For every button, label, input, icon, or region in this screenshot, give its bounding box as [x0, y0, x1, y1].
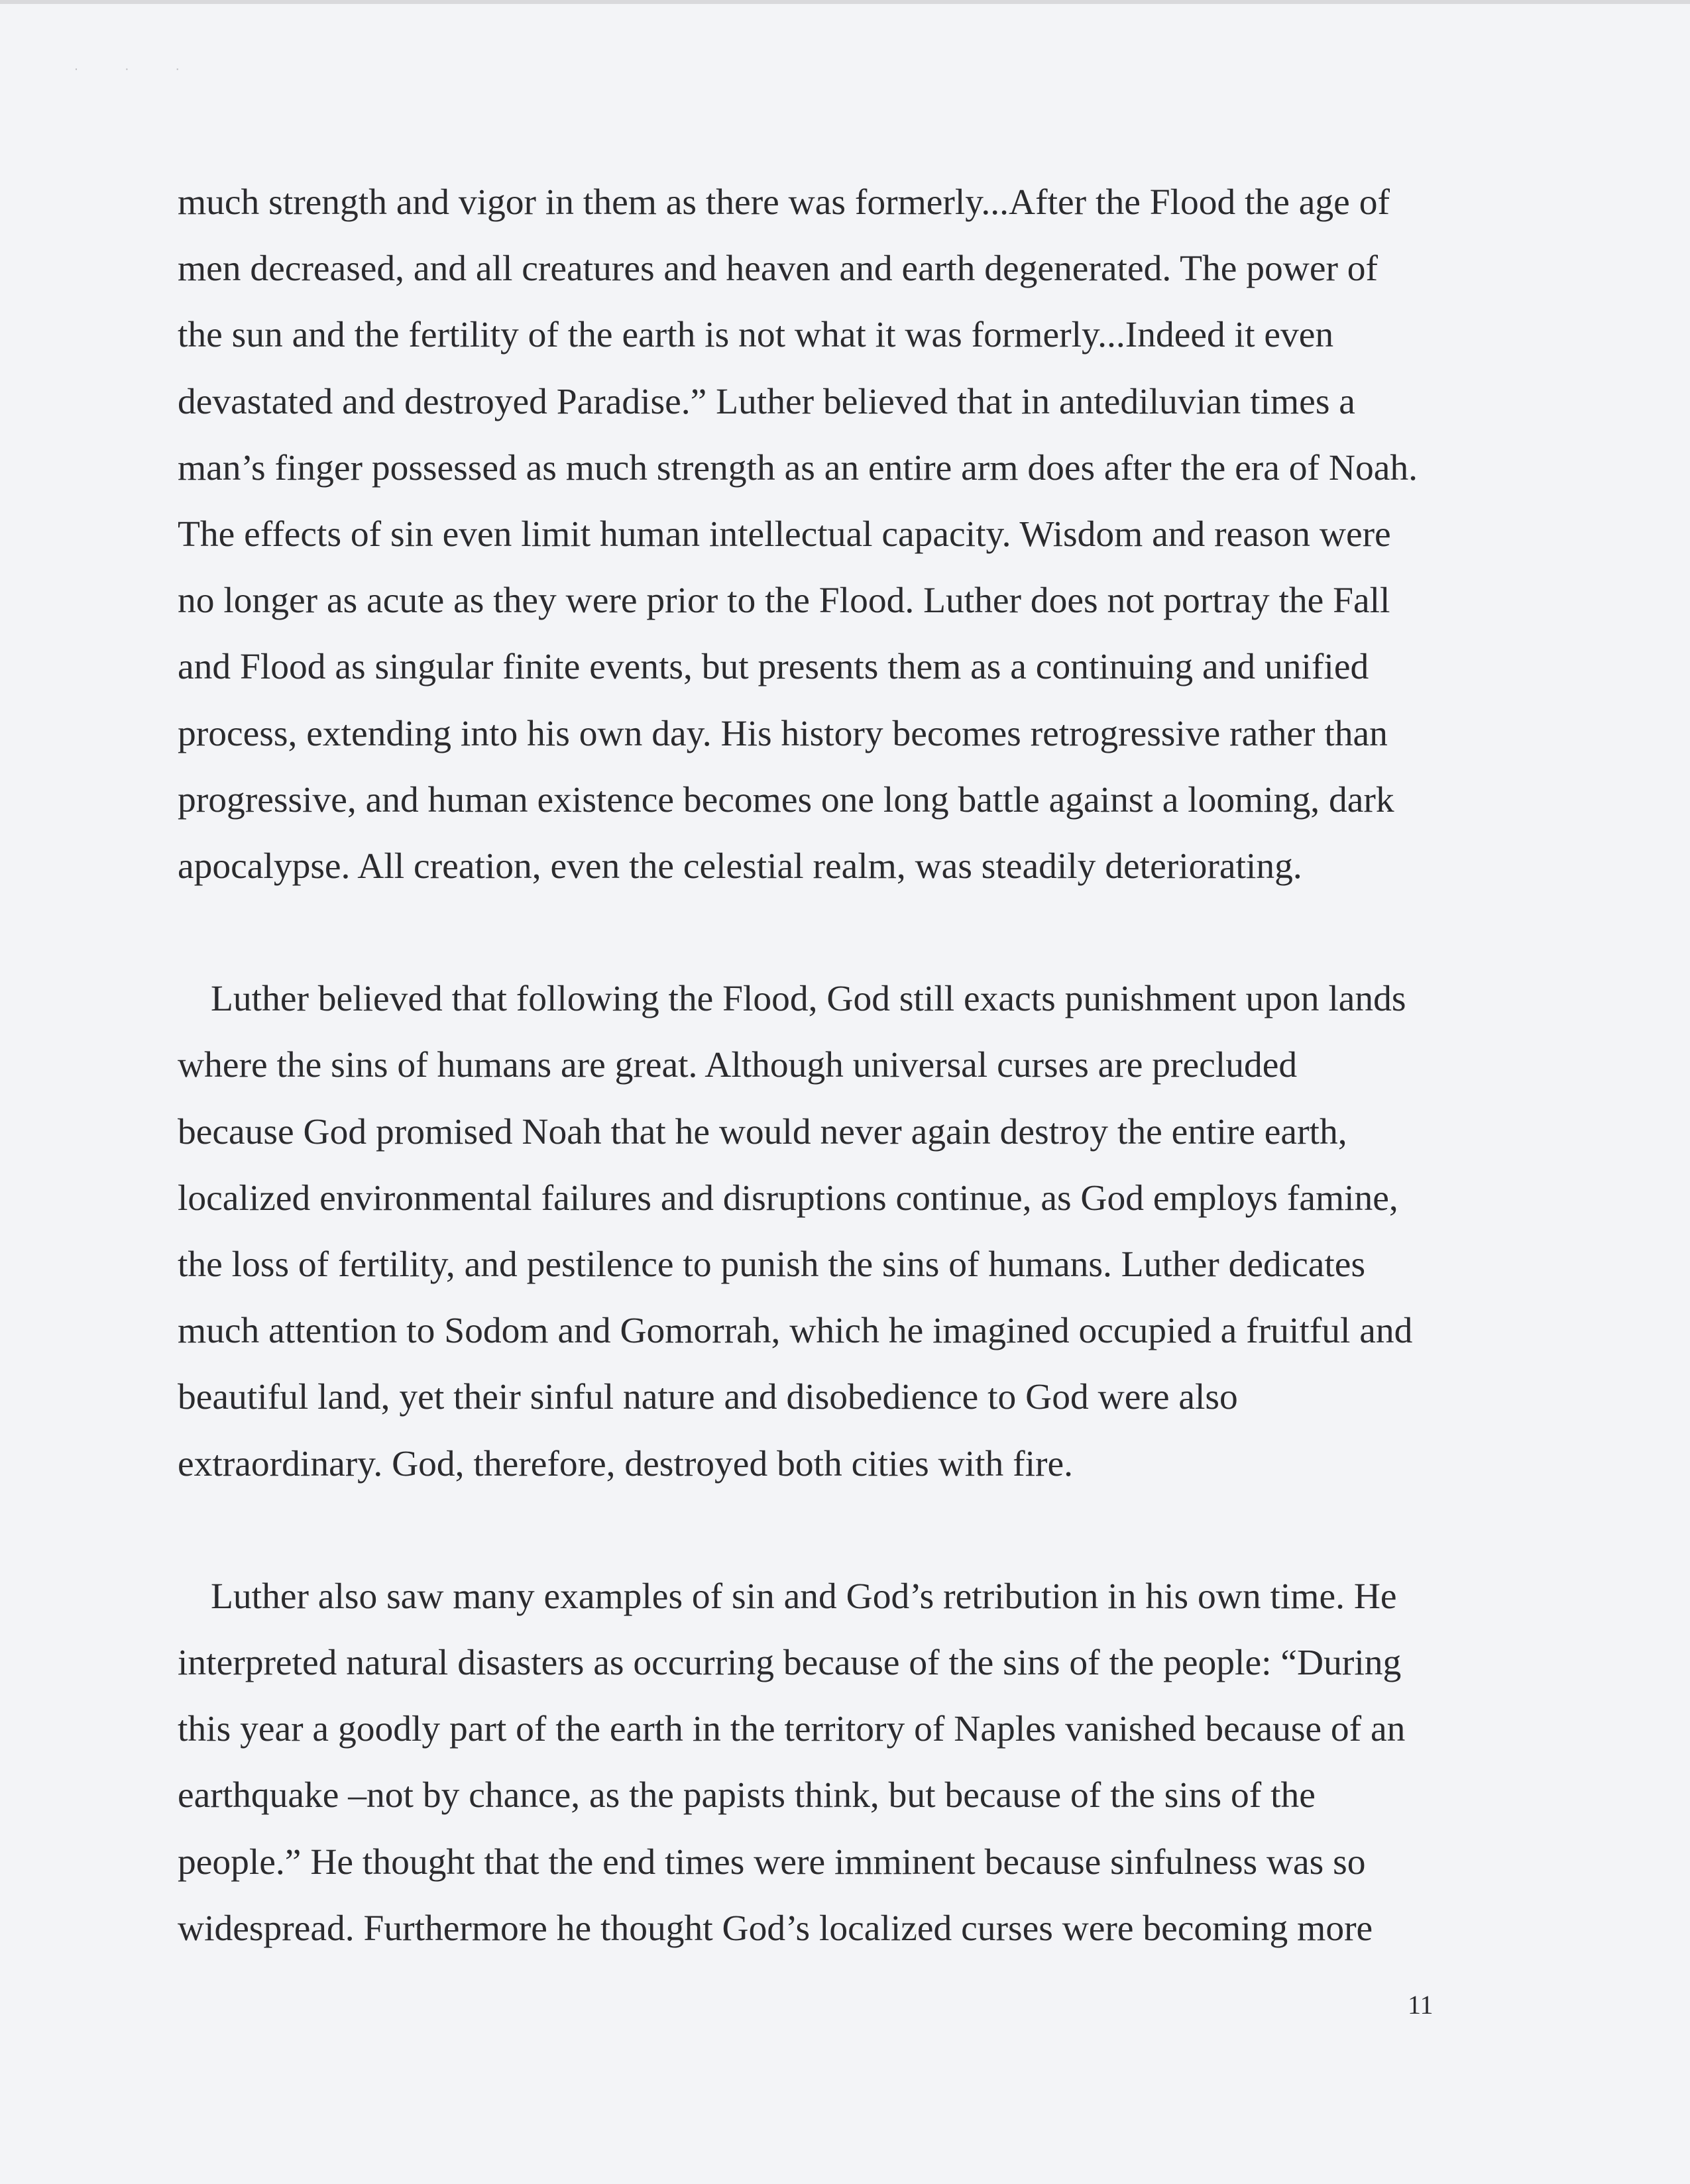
text-line: men decreased, and all creatures and heaven and earth degenerated. The power of [178, 248, 1379, 290]
text-line: people.” He thought that the end times were imminent because sinfulness was so [178, 1841, 1366, 1883]
scan-top-edge [0, 0, 1690, 4]
text-line: The effects of sin even limit human intellectual capacity. Wisdom and reason were [178, 514, 1391, 555]
text-line: the sun and the fertility of the earth is not what it was formerly...Indeed it even [178, 315, 1334, 356]
paragraph-gap [178, 1498, 1510, 1564]
text-line: no longer as acute as they were prior to the Flood. Luther does not portray the Fall [178, 580, 1390, 622]
text-line: and Flood as singular finite events, but presents them as a continuing and unified [178, 647, 1369, 688]
paragraph-gap [178, 900, 1510, 966]
text-line: the loss of fertility, and pestilence to punish the sins of humans. Luther dedicates [178, 1244, 1366, 1285]
text-line: this year a goodly part of the earth in the territory of Naples vanished because of an [178, 1709, 1406, 1750]
text-line: interpreted natural disasters as occurring because of the sins of the people: “During [178, 1643, 1402, 1684]
text-line: apocalypse. All creation, even the celestial realm, was steadily deteriorating. [178, 846, 1302, 887]
text-line: beautiful land, yet their sinful nature and disobedience to God were also [178, 1377, 1238, 1418]
text-line: process, extending into his own day. His history becomes retrogressive rather than [178, 713, 1388, 754]
text-line: much strength and vigor in them as there was formerly...After the Flood the age of [178, 182, 1390, 223]
text-line: because God promised Noah that he would never again destroy the entire earth, [178, 1111, 1347, 1152]
paragraph-3 [178, 1564, 1510, 1962]
text-line: where the sins of humans are great. Although universal curses are precluded [178, 1045, 1298, 1086]
text-line: devastated and destroyed Paradise.” Luther believed that in antediluvian times a [178, 381, 1355, 422]
text-line: extraordinary. God, therefore, destroyed both cities with fire. [178, 1443, 1074, 1484]
text-line: earthquake –not by chance, as the papists think, but because of the sins of the [178, 1775, 1316, 1816]
text-line: Luther also saw many examples of sin and God’s retribution in his own time. He [211, 1576, 1397, 1617]
text-line: Luther believed that following the Flood, God still exacts punishment upon lands [211, 979, 1406, 1020]
paragraph-2 [178, 966, 1510, 1498]
body-text [178, 170, 1510, 1962]
text-line: widespread. Furthermore he thought God’s localized curses were becoming more [178, 1908, 1373, 1949]
page-number: 11 [1408, 1990, 1434, 2020]
text-line: localized environmental failures and disruptions continue, as God employs famine, [178, 1177, 1398, 1219]
text-line: progressive, and human existence becomes one long battle against a looming, dark [178, 779, 1394, 820]
text-line: man’s finger possessed as much strength as an entire arm does after the era of Noah. [178, 447, 1418, 488]
paragraph-1 [178, 170, 1510, 900]
scan-specks: ˙ ˙ ˙ [73, 66, 201, 82]
text-line: much attention to Sodom and Gomorrah, which he imagined occupied a fruitful and [178, 1311, 1413, 1352]
